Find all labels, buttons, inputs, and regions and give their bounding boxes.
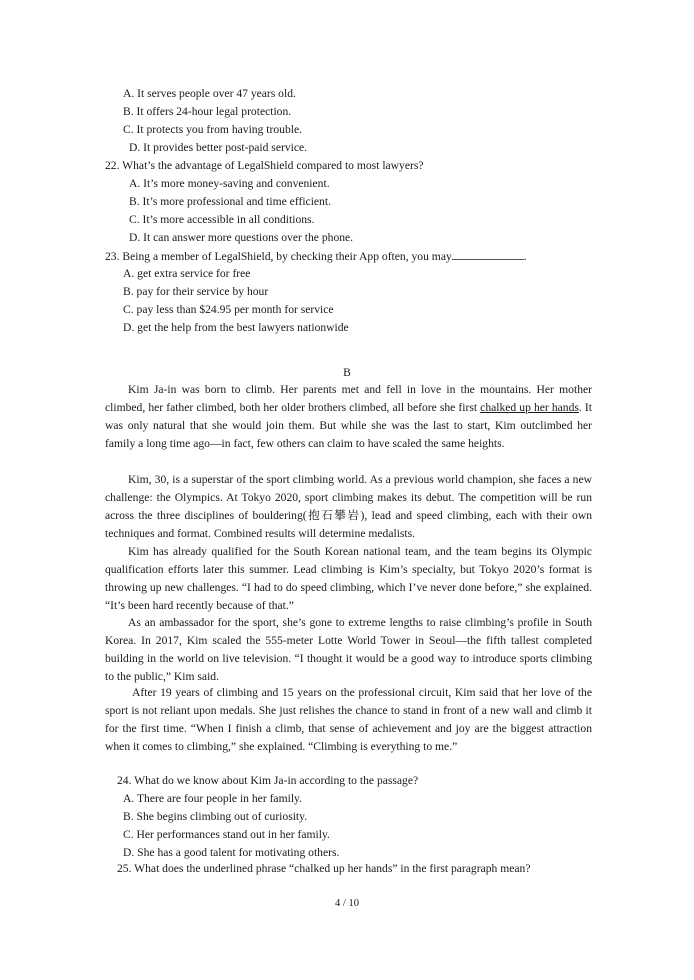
p1-text-before: Kim Ja-in was born to climb. Her parents met and fell in love in the mountains. Her mother climbed, her father climbed, both her older brothers climbed, all before she first bbox=[105, 383, 592, 414]
q21-option-d: D. It provides better post-paid service. bbox=[129, 141, 308, 154]
passage-paragraph-5 bbox=[105, 684, 592, 756]
q24-option-b: B. She begins climbing out of curiosity. bbox=[123, 810, 308, 823]
q23-stem bbox=[105, 249, 527, 264]
q23-option-d: D. get the help from the best lawyers nationwide bbox=[123, 321, 349, 334]
passage-paragraph-1 bbox=[105, 381, 592, 453]
underlined-phrase: chalked up her hands bbox=[480, 401, 579, 414]
q23-option-c: C. pay less than $24.95 per month for service bbox=[123, 303, 334, 316]
answer-blank bbox=[452, 249, 524, 260]
q22-stem: 22. What’s the advantage of LegalShield compared to most lawyers? bbox=[105, 159, 424, 172]
page-number: 4 / 10 bbox=[335, 898, 359, 909]
q23-stem-end: . bbox=[523, 250, 527, 263]
passage-paragraph-3 bbox=[105, 543, 592, 615]
q22-option-a: A. It’s more money-saving and convenient. bbox=[129, 177, 330, 190]
q22-option-c: C. It’s more accessible in all conditions. bbox=[129, 213, 315, 226]
q24-option-c: C. Her performances stand out in her family. bbox=[123, 828, 330, 841]
q24-option-d: D. She has a good talent for motivating others. bbox=[123, 846, 340, 859]
q25-stem: 25. What does the underlined phrase “chalked up her hands” in the first paragraph mean? bbox=[117, 862, 531, 875]
q24-stem: 24. What do we know about Kim Ja-in according to the passage? bbox=[117, 774, 419, 787]
passage-paragraph-4 bbox=[105, 614, 592, 686]
q24-option-a: A. There are four people in her family. bbox=[123, 792, 302, 805]
q22-option-d: D. It can answer more questions over the phone. bbox=[129, 231, 354, 244]
passage-paragraph-2 bbox=[105, 471, 592, 543]
p1-text-after: . It was only natural that she would join them. But while she was the last to start, Kim outclimbed her family a long time ago—in fact, few others can claim to have scaled the same heights. bbox=[105, 401, 592, 450]
p3-text: Kim has already qualified for the South Korean national team, and the team begins its Olympic qualification efforts later this summer. Lead climbing is Kim’s specialty, but Tokyo 2020’s format is throwing up new challenges. “I had to do speed climbing, which I’ve never done before,” she explained. “It’s been hard recently because of that.” bbox=[105, 545, 592, 612]
q21-option-a: A. It serves people over 47 years old. bbox=[123, 87, 296, 100]
passage-heading: B bbox=[343, 366, 351, 379]
p2-text: Kim, 30, is a superstar of the sport climbing world. As a previous world champion, she faces a new challenge: the Olympics. At Tokyo 2020, sport climbing makes its debut. The competition will be run across the three disciplines of bouldering(抱石攀岩), lead and speed climbing, each with their own techniques and format. Combined results will determine medalists. bbox=[105, 473, 592, 540]
p4-text: As an ambassador for the sport, she’s gone to extreme lengths to raise climbing’s profile in South Korea. In 2017, Kim scaled the 555-meter Lotte World Tower in Seoul—the fifth tallest completed building in the world on live television. “I thought it would be a good way to introduce sports climbing to the public,” Kim said. bbox=[105, 616, 592, 683]
p5-text: After 19 years of climbing and 15 years on the professional circuit, Kim said that her love of the sport is not reliant upon medals. She just relishes the chance to stand in front of a new wall and climb it for the first time. “When I finish a climb, that sense of achievement and joy are the biggest attraction when it comes to climbing,” she explained. “Climbing is everything to me.” bbox=[105, 686, 592, 753]
q21-option-b: B. It offers 24-hour legal protection. bbox=[123, 105, 292, 118]
q23-option-a: A. get extra service for free bbox=[123, 267, 251, 280]
q23-stem-text: 23. Being a member of LegalShield, by checking their App often, you may bbox=[105, 250, 452, 263]
q23-option-b: B. pay for their service by hour bbox=[123, 285, 269, 298]
q21-option-c: C. It protects you from having trouble. bbox=[123, 123, 303, 136]
q22-option-b: B. It’s more professional and time efficient. bbox=[129, 195, 331, 208]
